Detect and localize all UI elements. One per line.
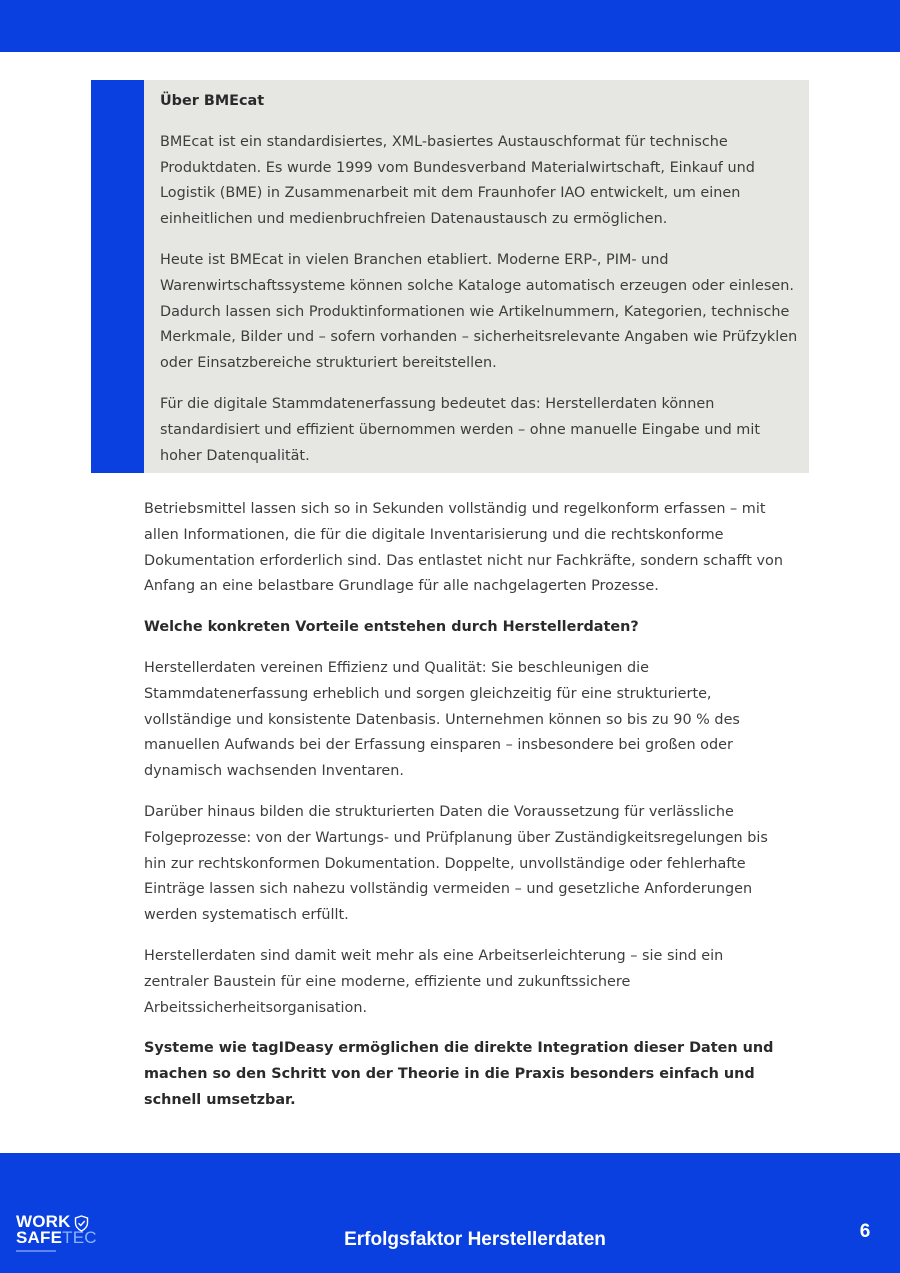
header-band xyxy=(0,0,900,52)
footer-title: Erfolgsfaktor Herstellerdaten xyxy=(344,1229,606,1250)
main-content xyxy=(144,497,784,1129)
infobox-accent-bar xyxy=(91,80,144,473)
logo-word-work: WORK xyxy=(16,1212,71,1231)
closing-statement: Systeme wie tagIDeasy ermöglichen die direkte Integration dieser Daten und machen so den Schritt von der Theorie in die Praxis besonders einfach und schnell umsetzbar. xyxy=(144,1040,774,1108)
bmecat-infobox xyxy=(91,80,809,473)
page-number: 6 xyxy=(859,1221,871,1242)
logo-word-tec: TEC xyxy=(62,1228,97,1247)
infobox-paragraph: Heute ist BMEcat in vielen Branchen etabliert. Moderne ERP-, PIM- und Warenwirtschaftssysteme können solche Kataloge automatisch erzeugen oder einlesen. Dadurch lassen sich Produktinformationen wie Artikelnummern, Kategorien, technische Merkmale, Bilder und – sofern vorhanden – sicherheitsrelevante Angaben wie Prüfzyklen oder Einsatzbereiche strukturiert bereitstellen. xyxy=(160,251,798,372)
body-paragraph: Herstellerdaten sind damit weit mehr als eine Arbeitserleichterung – sie sind ein zentraler Baustein für eine moderne, effiziente und zukunftssichere Arbeitssicherheitsorganisation. xyxy=(144,947,724,1016)
infobox-paragraph: Für die digitale Stammdatenerfassung bedeutet das: Herstellerdaten können standardisiert und effizient übernommen werden – ohne manuelle Eingabe und mit hoher Datenqualität. xyxy=(160,395,760,464)
infobox-paragraph: BMEcat ist ein standardisiertes, XML-basiertes Austauschformat für technische Produktdaten. Es wurde 1999 vom Bundesverband Materialwirtschaft, Einkauf und Logistik (BME) in Zusammenarbeit mit dem Fraunhofer IAO entwickelt, um einen einheitlichen und medienbruchfreien Datenaustausch zu ermöglichen. xyxy=(160,133,755,228)
footer xyxy=(0,1153,900,1273)
infobox-content xyxy=(160,89,800,484)
body-paragraph: Darüber hinaus bilden die strukturierten Daten die Voraussetzung für verlässliche Folgeprozesse: von der Wartungs- und Prüfplanung über Zuständigkeitsregelungen bis hin zur rechtskonformen Dokumentation. Doppelte, unvollständige oder fehlerhafte Einträge lassen sich nahezu vollständig vermeiden – und gesetzliche Anforderungen werden systematisch erfüllt. xyxy=(144,803,768,924)
logo-word-safe: SAFE xyxy=(16,1228,63,1247)
intro-paragraph: Betriebsmittel lassen sich so in Sekunden vollständig und regelkonform erfassen – mit allen Informationen, die für die digitale Inventarisierung und die rechtskonforme Dokumentation erforderlich sind. Das entlastet nicht nur Fachkräfte, sondern schafft von Anfang an eine belastbare Grundlage für alle nachgelagerten Prozesse. xyxy=(144,501,783,595)
section-heading: Welche konkreten Vorteile entstehen durch Herstellerdaten? xyxy=(144,619,639,636)
body-paragraph: Herstellerdaten vereinen Effizienz und Qualität: Sie beschleunigen die Stammdatenerfassung erheblich und sorgen gleichzeitig für eine strukturierte, vollständige und konsistente Datenbasis. Unternehmen können so bis zu 90 % des manuellen Aufwands bei der Erfassung einsparen – insbesondere bei großen oder dynamisch wachsenden Inventaren. xyxy=(144,659,740,780)
infobox-title: Über BMEcat xyxy=(160,93,265,109)
